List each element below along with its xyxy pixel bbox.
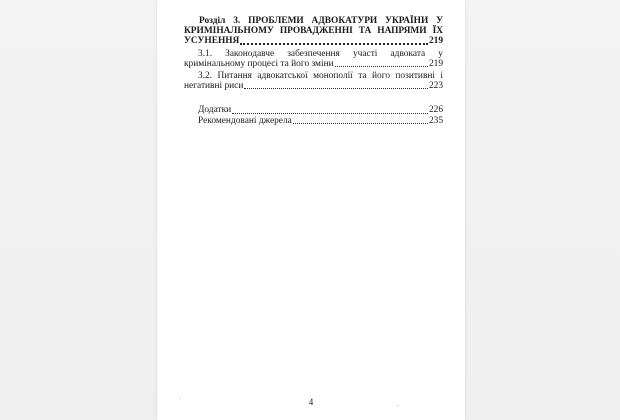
toc-section-leader-row <box>184 36 443 46</box>
page-number: 4 <box>308 397 314 407</box>
toc-sources-page-number: 235 <box>428 115 443 126</box>
toc-section-title-line1: Розділ 3. ПРОБЛЕМИ АДВОКАТУРИ УКРАЇНИ У <box>199 16 443 26</box>
toc-sources-label: Рекомендовані джерела <box>198 115 292 126</box>
spacer <box>184 91 443 103</box>
toc-subsection-line1: 3.1. Законодавче забезпечення участі адвоката у <box>198 48 443 59</box>
toc-sources-leader-row <box>184 116 443 126</box>
toc-subsection-3-1[interactable] <box>184 49 443 69</box>
toc-subsection-line2: кримінальному процесі та його зміни <box>184 58 334 69</box>
toc-subsection-leader-row <box>184 81 443 91</box>
toc-section-3[interactable] <box>184 16 443 47</box>
leader-dots <box>293 117 428 124</box>
table-of-contents <box>184 16 443 126</box>
toc-subsection-page-number: 223 <box>428 81 443 92</box>
toc-subsection-page-number: 219 <box>428 58 443 69</box>
toc-appendix-item[interactable] <box>184 105 443 115</box>
toc-appendix-page-number: 226 <box>428 105 443 116</box>
leader-dots <box>244 82 428 89</box>
toc-subsection-3-2[interactable] <box>184 71 443 91</box>
toc-appendix-label: Додатки <box>198 105 232 116</box>
toc-sources-item[interactable] <box>184 116 443 126</box>
leader-dots <box>335 60 428 67</box>
toc-section-page-number: 219 <box>428 36 443 47</box>
toc-subsection-line2: негативні риси <box>184 81 244 92</box>
toc-section-title-line2: КРИМІНАЛЬНОМУ ПРОВАДЖЕННІ ТА НАПРЯМИ ЇХ <box>184 26 443 37</box>
toc-appendix-leader-row <box>184 105 443 115</box>
toc-section-title-line3: УСУНЕННЯ <box>184 36 240 47</box>
leader-dots <box>240 37 428 45</box>
toc-subsection-line1: 3.2. Питання адвокатської монополії та його позитивні і <box>198 71 443 82</box>
leader-dots <box>232 107 428 114</box>
toc-subsection-leader-row <box>184 59 443 69</box>
document-page <box>157 0 465 420</box>
